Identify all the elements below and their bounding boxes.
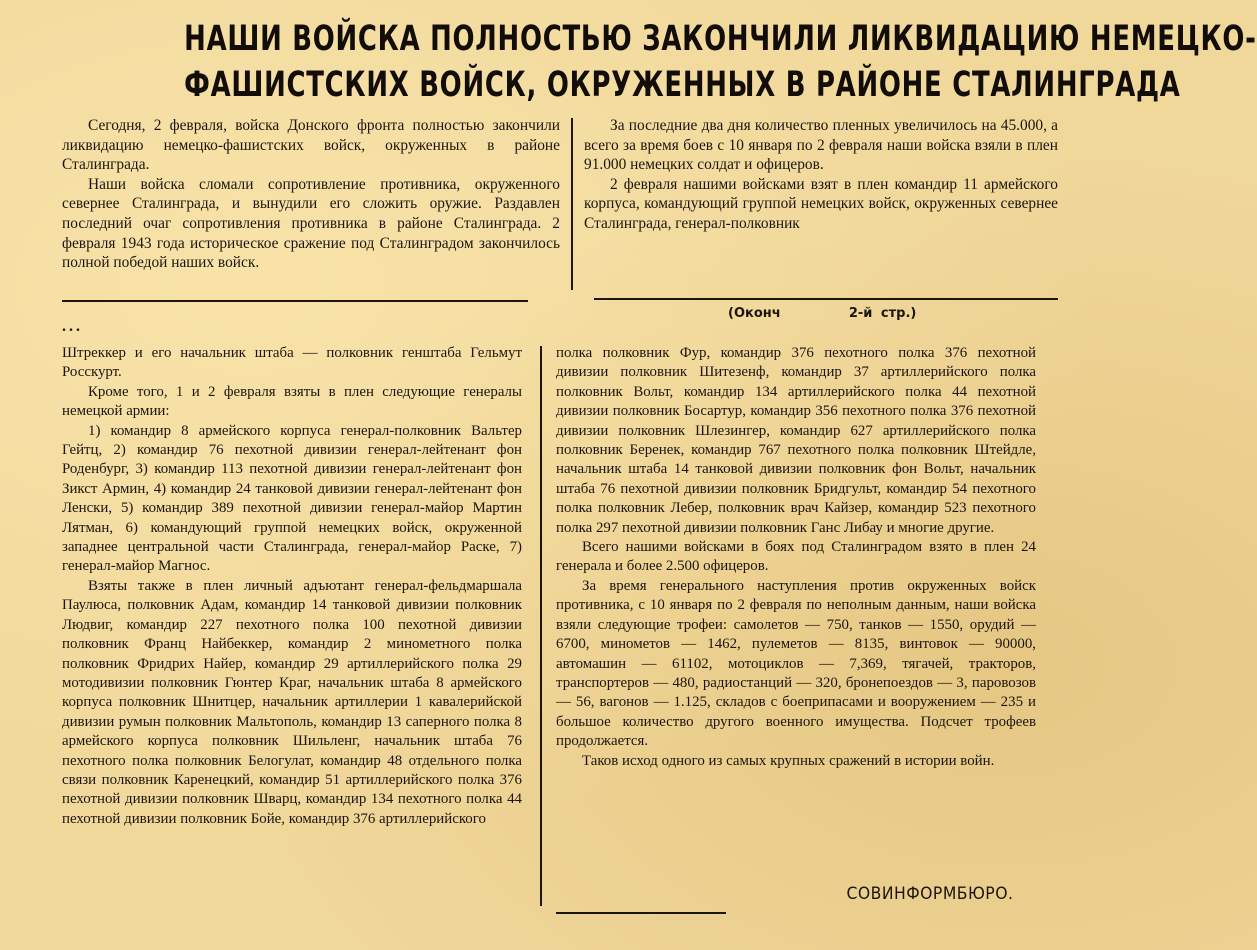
- body-paragraph: Всего нашими войсками в боях под Сталинградом взято в плен 24 генерала и более 2.500 офицеров.: [556, 539, 1036, 575]
- body-paragraph: Штреккер и его начальник штаба — полковник генштаба Гельмут Росскурт.: [62, 345, 522, 381]
- intro-left-column: [62, 116, 560, 273]
- body-paragraph: Взяты также в плен личный адъютант генерал-фельдмаршала Паулюса, полковник Адам, командир 14 танковой дивизии полковник Людвиг, командир 227 пехотного полка 100 пехотной дивизии полковник Франц Найбеккер, командир 2 минометного полка полковник Фридрих Найер, командир 29 артиллерийского полка 29 мотодивизии полковник Гюнтер Краг, начальник штаба 8 армейского корпуса полковник Шнитцер, начальник артиллерии 1 кавалерийской дивизии румын полковник Мальтополь, командир 13 саперного полка 8 армейского корпуса полковник Шильленг, начальник штаба 76 пехотного полка полковник Белогулат, командир 48 отдельного полка связи полковник Каренецкий, командир 51 артиллерийского полка 376 пехотной дивизии полковник Шварц, командир 134 пехотного полка 44 пехотной дивизии полковник Бойе, командир 376 артиллерийского: [62, 577, 522, 827]
- body-paragraph: Таков исход одного из самых крупных сражений в истории войн.: [582, 752, 995, 769]
- intro-paragraph: Сегодня, 2 февраля, войска Донского фронта полностью закончили ликвидацию немецко-фашистских войск, окруженных в районе Сталинграда.: [62, 117, 560, 174]
- signature: СОВИНФОРМБЮРО.: [846, 884, 1013, 904]
- intro-right-column: [584, 116, 1058, 234]
- headline-line-1: НАШИ ВОЙСКА ПОЛНОСТЬЮ ЗАКОНЧИЛИ ЛИКВИДАЦИЮ НЕМЕЦКО-: [184, 19, 1257, 59]
- headline-line-2: ФАШИСТСКИХ ВОЙСК, ОКРУЖЕННЫХ В РАЙОНЕ СТАЛИНГРАДА: [184, 65, 1181, 105]
- body-right-column: [556, 344, 1036, 771]
- ellipsis-marker: ...: [62, 318, 83, 335]
- body-paragraph: полка полковник Фур, командир 376 пехотного полка 376 пехотной дивизии полковник Шитезенф, командир 37 артиллерийского полка полковник Вольт, командир 134 артиллерийского полка 44 пехотной дивизии полковник Босартур, командир 356 пехотного полка 376 пехотной дивизии полковник Шлезингер, командир 627 артиллерийского полка полковник Беренек, командир 767 пехотного полка полковник Штейдле, начальник штаба 14 танковой дивизии полковник фон Вольт, начальник штаба 76 пехотной дивизии полковник Бридгульт, командир 54 пехотного полка полковник Лебер, полковник врач Кайзер, командир 523 пехотного полка 297 пехотной дивизии полковник Ганс Либау и многие другие.: [556, 345, 1036, 536]
- bottom-rule: [556, 912, 726, 914]
- intro-paragraph: Наши войска сломали сопротивление противника, окруженного севернее Сталинграда, и вынудили его сложить оружие. Раздавлен последний очаг сопротивления противника в районе Сталинграда. 2 февраля 1943 года историческое сражение под Сталинградом закончилось полной победой наших войск.: [62, 175, 560, 272]
- intro-paragraph: За последние два дня количество пленных увеличилось на 45.000, а всего за время боев с 10 января по 2 февраля наши войска взяли в плен 91.000 немецких солдат и офицеров.: [584, 117, 1058, 174]
- body-paragraph: Кроме того, 1 и 2 февраля взяты в плен следующие генералы немецкой армии:: [62, 383, 522, 420]
- body-paragraph: За время генерального наступления против окруженных войск противника, с 10 января по 2 февраля по неполным данным, наши войска взяли следующие трофеи: самолетов — 750, танков — 1550, орудий — 6700, минометов — 1462, пулеметов — 8135, винтовок — 90000, автомашин — 61102, мотоциклов — 7,369, тягачей, тракторов, транспортеров — 480, радиостанций — 320, бронепоездов — 3, паровозов — 56, вагонов — 1.125, складов с боеприпасами и вооружением — 235 и большое количество другого военного имущества. Подсчет трофеев продолжается.: [556, 577, 1036, 750]
- column-divider: [540, 346, 542, 906]
- continuation-note: (Оконч 2-й стр.): [728, 306, 917, 321]
- intro-paragraph: 2 февраля нашими войсками взят в плен командир 11 армейского корпуса, командующий группой немецких войск, окруженных севернее Сталинграда, генерал-полковник: [584, 175, 1058, 232]
- column-divider: [571, 118, 573, 290]
- body-left-column: [62, 344, 522, 829]
- horizontal-rule: [62, 300, 528, 302]
- headline: [184, 16, 1257, 108]
- body-paragraph: 1) командир 8 армейского корпуса генерал-полковник Вальтер Гейтц, 2) командир 76 пехотной дивизии генерал-лейтенант фон Роденбург, 3) командир 113 пехотной дивизии генерал-лейтенант фон Зикст Армин, 4) командир 24 танковой дивизии генерал-лейтенант фон Ленски, 5) командир 389 пехотной дивизии генерал-майор Мартин Лятман, 6) командующий группой немецких войск, окруженной западнее центральной части Сталинграда, генерал-майор Раске, 7) генерал-майор Магнос.: [62, 422, 522, 575]
- horizontal-rule: [594, 298, 1058, 300]
